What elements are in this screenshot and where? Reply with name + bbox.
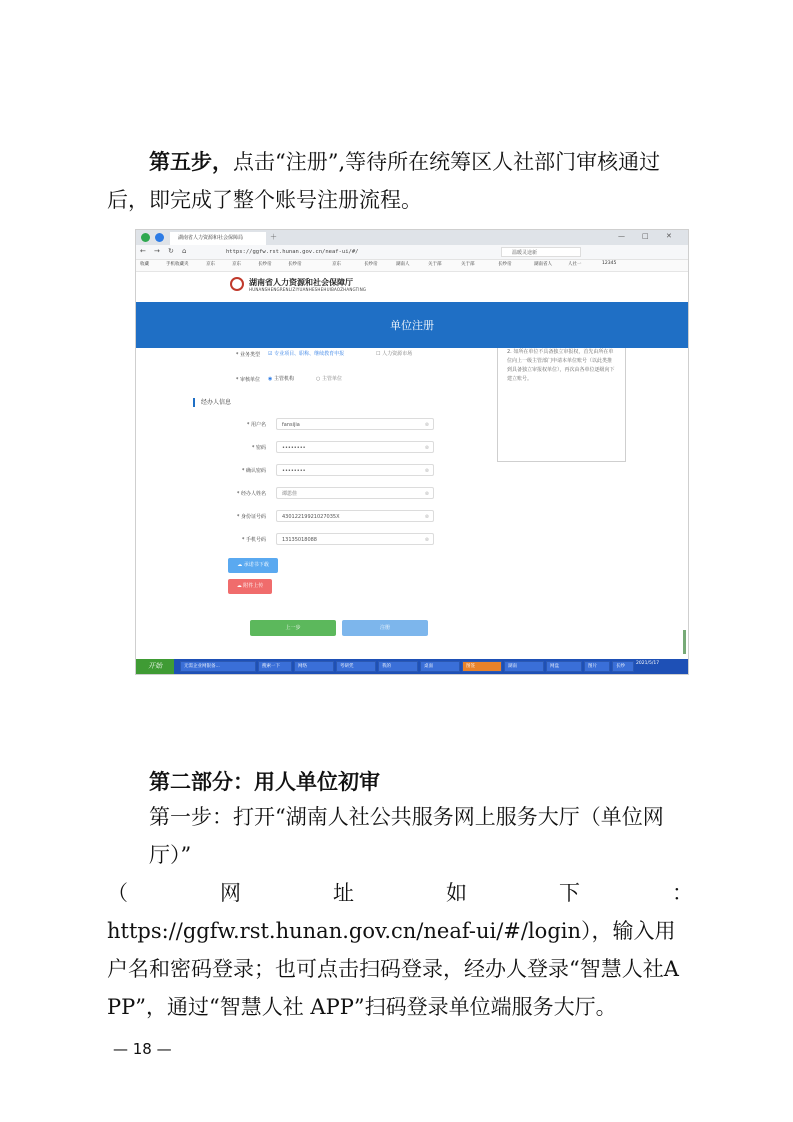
step5-paragraph [107,143,693,219]
taskbar-item[interactable]: 长纱 [612,661,634,672]
emblem-logo-icon [230,277,244,291]
browser-tabbar [136,230,688,245]
step1-line1: 第一步：打开“湖南人社公共服务网上服务大厅（单位网厅）” [149,805,664,867]
back-icon[interactable]: ← [140,247,146,255]
bookmark-item[interactable]: 长纱帝 [364,262,378,267]
bookmarks-bar [136,260,688,272]
prev-step-button[interactable]: 上一步 [250,620,336,636]
field-label: * 用户名 [246,422,266,428]
minimize-icon[interactable]: — [618,232,625,240]
upload-attachment-button[interactable]: ☁ 附件上传 [228,579,272,594]
bookmark-item[interactable]: 湖南人 [396,262,410,267]
field-label: * 密码 [251,445,266,451]
registration-note: 2. 如所在单位不具备独立审报权，首先由所在单位向上一级主管部门申请本单位账号（以此类推到具备独立审报权单位），再次由各单位逐级向下建立账号。 [497,348,626,462]
browser-tab[interactable]: 湖南省人力资源和社会保障局 [170,232,266,245]
search-input[interactable]: 温暖灵途新 [501,247,581,257]
operator-name-field[interactable]: 谭思佳 ⊗ [276,487,434,499]
page-number: — 18 — [113,1040,172,1058]
bookmark-item[interactable]: 京东 [332,262,341,267]
download-commitment-button[interactable]: ☁ 承诺书下载 [228,558,278,573]
maximize-icon[interactable]: □ [642,232,649,240]
taskbar-item[interactable]: 我的 [378,661,418,672]
start-button[interactable]: 开始 [136,659,174,674]
field-label: * 手机号码 [241,537,266,543]
step5-lead: 第五步， [149,150,233,174]
business-type-option1[interactable]: ☑ 专业项目、职称、继续教育申报 [268,351,345,357]
taskbar-item[interactable]: 搜索一下 [258,661,292,672]
clear-icon: ⊗ [424,537,429,543]
bookmark-item[interactable]: 人社一 [568,262,582,267]
section-title: 经办人信息 [193,398,231,407]
clear-icon: ⊗ [424,445,429,451]
bookmark-item[interactable]: 收藏 [140,262,149,267]
password-field[interactable]: •••••••• ⊗ [276,441,434,453]
home-icon[interactable]: ⌂ [182,247,187,255]
close-icon[interactable]: ✕ [666,232,672,240]
forward-icon[interactable]: → [154,247,160,255]
step1-line3: https://ggfw.rst.hunan.gov.cn/neaf-ui/#/login），输入用户名和密码登录；也可点击扫码登录，经办人登录“智慧人社APP”，通过“智慧人社 APP”扫码登录单位端服务大厅。 [107,919,679,1019]
taskbar-item[interactable]: 图签 [462,661,502,672]
taskbar-item[interactable]: 图片 [584,661,610,672]
business-type-option2[interactable]: ☐ 人力资源市场 [376,351,413,357]
business-type-label: * 业务类型 [235,352,260,358]
taskbar-item[interactable]: 无需企业网银备... [180,661,256,672]
review-unit-label: * 审核单位 [235,377,260,383]
bookmark-item[interactable]: 长纱帝 [258,262,272,267]
site-header [136,272,688,302]
bookmark-item[interactable]: 关于部 [428,262,442,267]
registration-screenshot [135,229,689,675]
new-tab-icon[interactable]: ＋ [270,233,277,241]
browser-menu-icon[interactable] [155,233,164,242]
id-number-field[interactable]: 43012219921027035X ⊗ [276,510,434,522]
review-unit-option1[interactable]: ◉ 主管机构 [268,376,294,382]
register-button[interactable]: 注册 [342,620,428,636]
taskbar-item[interactable]: 网络 [294,661,334,672]
page-banner [136,302,688,348]
bookmark-item[interactable]: 湖南省人 [534,262,552,267]
url-field[interactable]: https://ggfw.rst.hunan.gov.cn/neaf-ui/#/ [226,249,359,255]
site-pinyin: HUNANSHENGRENLIZIYUANHESHEHUIBAOZHANGTING [249,287,367,292]
bookmark-item[interactable]: 关于部 [461,262,475,267]
field-label: * 确认密码 [241,468,266,474]
taskbar-clock: 2021/5/17 [636,661,660,666]
bookmark-item[interactable]: 京东 [206,262,215,267]
review-unit-option2[interactable]: ○ 主管单位 [316,376,342,382]
scrollbar[interactable] [683,630,686,654]
taskbar-item[interactable]: 考研凭 [336,661,376,672]
bookmark-item[interactable]: 手机收藏夹 [166,262,189,267]
clear-icon: ⊗ [424,514,429,520]
clear-icon: ⊗ [424,491,429,497]
taskbar-item[interactable]: 湖南 [504,661,544,672]
username-field[interactable]: fansijia ⊗ [276,418,434,430]
field-label: * 身份证号码 [236,514,266,520]
phone-field[interactable]: 13135018088 ⊗ [276,533,434,545]
address-bar [136,245,688,260]
section2-heading: 第二部分：用人单位初审 [149,770,380,794]
bookmark-item[interactable]: 长纱帝 [288,262,302,267]
taskbar-item[interactable]: 网盘 [546,661,582,672]
banner-title: 单位注册 [390,319,434,332]
taskbar-item[interactable]: 桌面 [420,661,460,672]
site-name: 湖南省人力资源和社会保障厅 [249,277,353,287]
browser-logo-icon [141,233,150,242]
clear-icon: ⊗ [424,468,429,474]
reload-icon[interactable]: ↻ [168,247,174,255]
bookmark-item[interactable]: 京东 [232,262,241,267]
bookmark-item[interactable]: 12345 [602,261,617,266]
step5-text: 点击“注册”,等待所在统筹区人社部门审核通过后，即完成了整个账号注册流程。 [107,150,661,212]
confirm-password-field[interactable]: •••••••• ⊗ [276,464,434,476]
step1-line2: （ 网 址 如 下 ： [107,881,693,905]
windows-taskbar [136,659,688,674]
field-label: * 经办人姓名 [236,491,266,497]
step1-paragraph [107,798,693,1026]
clear-icon: ⊗ [424,422,429,428]
bookmark-item[interactable]: 长纱帝 [498,262,512,267]
